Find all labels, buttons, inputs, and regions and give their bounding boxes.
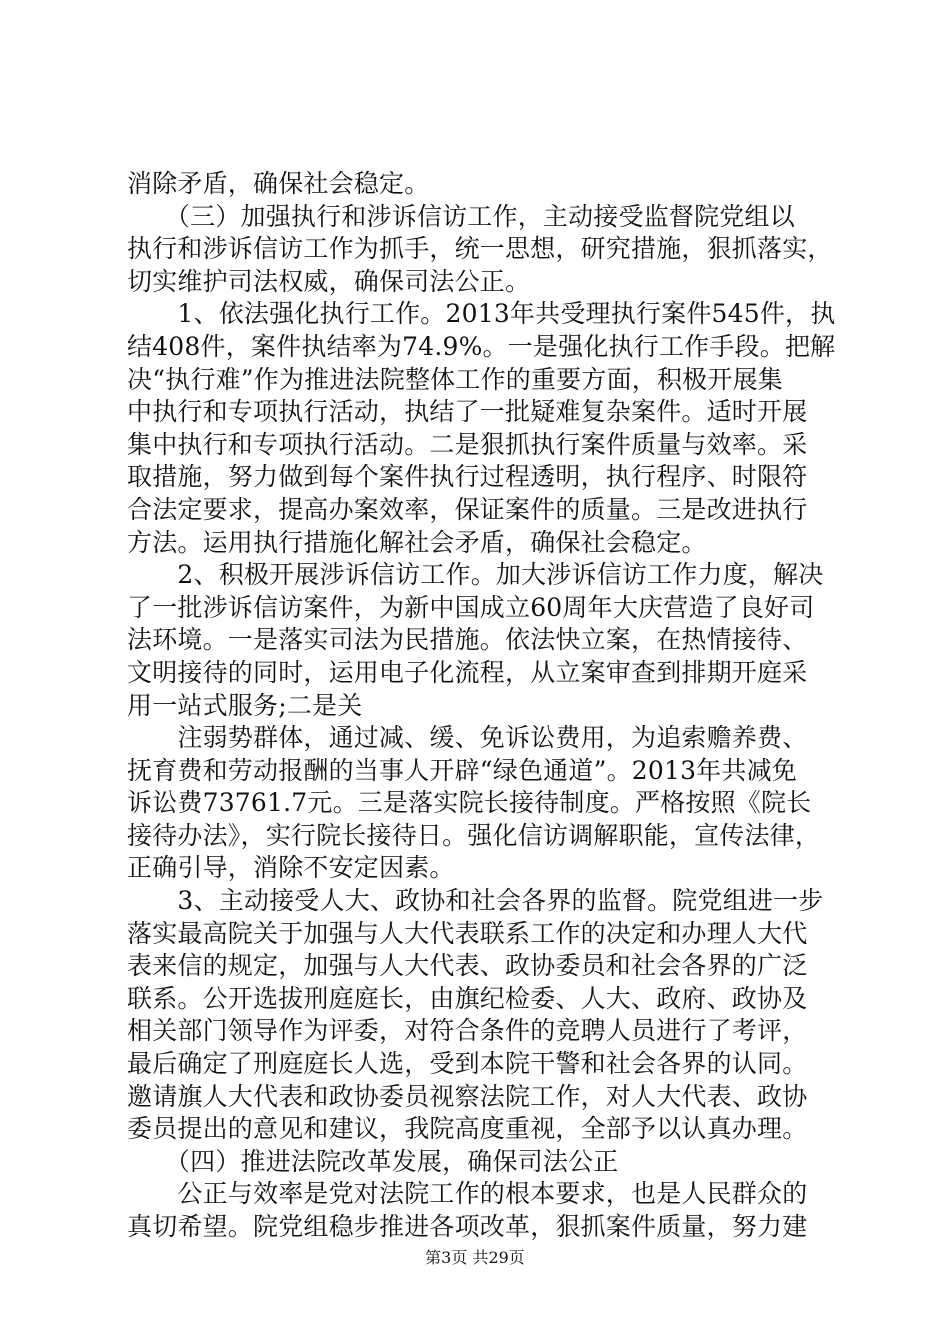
text-line: 最后确定了刑庭庭长人选，受到本院干警和社会各界的认同。	[127, 1049, 808, 1079]
text-line: 公正与效率是党对法院工作的根本要求，也是人民群众的	[127, 1179, 808, 1209]
text-line: 真切希望。院党组稳步推进各项改革，狠抓案件质量，努力建	[127, 1212, 808, 1241]
text-line: 用一站式服务;二是关	[127, 690, 363, 720]
text-line: 决“执行难”作为推进法院整体工作的重要方面，积极开展集	[127, 364, 783, 394]
text-line: 执行和涉诉信访工作为抓手，统一思想，研究措施，狠抓落实，	[127, 234, 833, 264]
page-number-label: 第3页 共29页	[425, 1248, 525, 1267]
page-footer	[0, 1245, 950, 1268]
text-line: 3、主动接受人大、政协和社会各界的监督。院党组进一步	[127, 886, 824, 916]
text-line: （四）推进法院改革发展，确保司法公正	[127, 1146, 619, 1176]
text-line: 联系。公开选拔刑庭庭长，由旗纪检委、人大、政府、政协及	[127, 983, 808, 1013]
text-line: 消除矛盾，确保社会稳定。	[127, 169, 430, 198]
text-line: 接待办法》，实行院长接待日。强化信访调解职能，宣传法律，	[127, 820, 821, 850]
text-line: （三）加强执行和涉诉信访工作，主动接受监督院党组以	[127, 201, 795, 231]
text-line: 切实维护司法权威，确保司法公正。	[127, 266, 531, 296]
text-line: 集中执行和专项执行活动。二是狠抓执行案件质量与效率。采	[127, 429, 808, 459]
text-line: 诉讼费73761.7元。三是落实院长接待制度。严格按照《院长	[127, 788, 812, 818]
text-line: 邀请旗人大代表和政协委员视察法院工作，对人大代表、政协	[127, 1081, 808, 1111]
body-text	[127, 168, 847, 1244]
text-line: 方法。运用执行措施化解社会矛盾，确保社会稳定。	[127, 527, 707, 557]
text-line: 相关部门领导作为评委，对符合条件的竞聘人员进行了考评，	[127, 1016, 808, 1046]
text-line: 文明接待的同时，运用电子化流程，从立案审查到排期开庭采	[127, 657, 808, 687]
text-line: 抚育费和劳动报酬的当事人开辟“绿色通道”。2013年共减免	[127, 755, 797, 785]
text-line: 结408件，案件执结率为74.9%。一是强化执行工作手段。把解	[127, 331, 836, 361]
text-line: 法环境。一是落实司法为民措施。依法快立案，在热情接待、	[127, 625, 808, 655]
text-line: 中执行和专项执行活动，执结了一批疑难复杂案件。适时开展	[127, 397, 808, 427]
text-line: 了一批涉诉信访案件，为新中国成立60周年大庆营造了良好司	[127, 592, 815, 622]
text-line: 落实最高院关于加强与人大代表联系工作的决定和办理人大代	[127, 918, 808, 948]
text-line: 正确引导，消除不安定因素。	[127, 853, 455, 883]
text-line: 2、积极开展涉诉信访工作。加大涉诉信访工作力度，解决	[127, 560, 824, 590]
text-line: 注弱势群体，通过减、缓、免诉讼费用，为追索赡养费、	[127, 723, 808, 753]
text-line: 合法定要求，提高办案效率，保证案件的质量。三是改进执行	[127, 494, 808, 524]
text-line: 1、依法强化执行工作。2013年共受理执行案件545件，执	[127, 299, 836, 329]
text-line: 取措施，努力做到每个案件执行过程透明，执行程序、时限符	[127, 462, 808, 492]
text-line: 委员提出的意见和建议，我院高度重视，全部予以认真办理。	[127, 1114, 808, 1144]
text-line: 表来信的规定，加强与人大代表、政协委员和社会各界的广泛	[127, 951, 808, 981]
